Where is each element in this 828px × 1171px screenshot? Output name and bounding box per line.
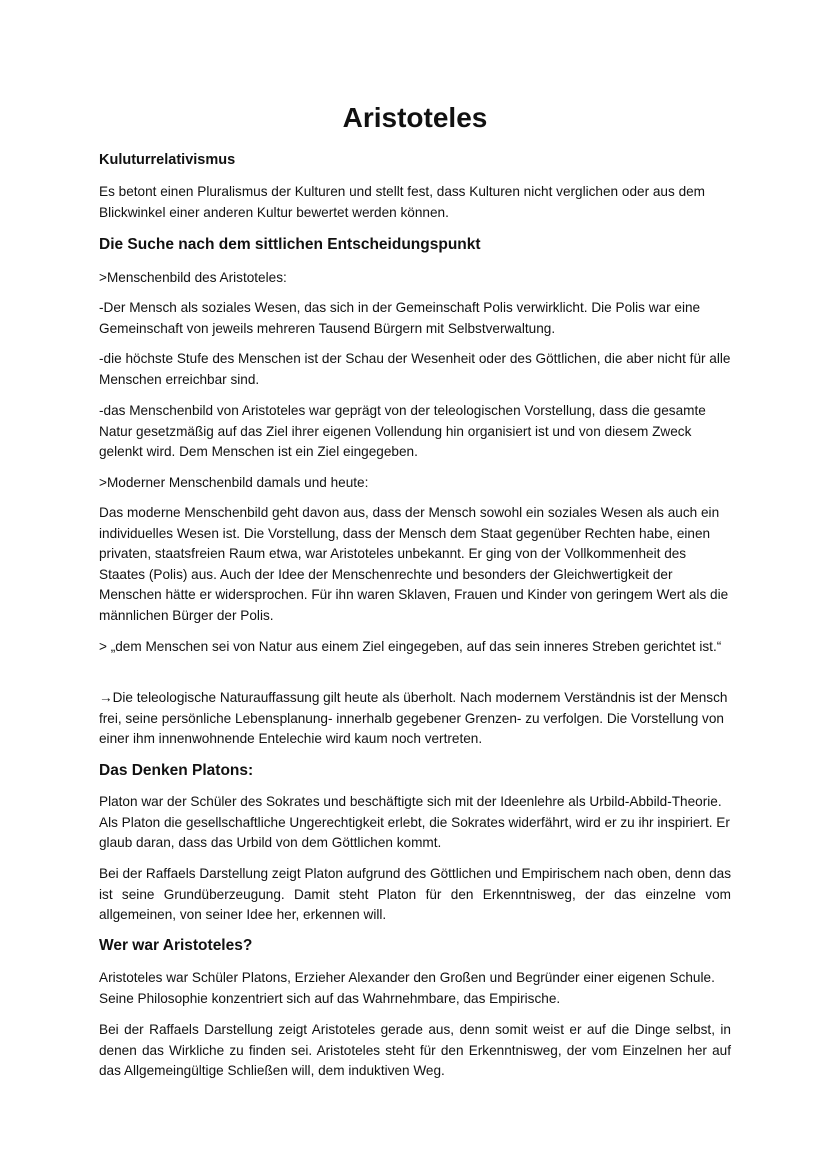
paragraph-soziales-wesen: -Der Mensch als soziales Wesen, das sich in der Gemeinschaft Polis verwirklicht. Die Polis war eine Gemeinschaft von jeweils mehreren Tausend Bürgern mit Selbstverwaltung. — [99, 300, 701, 336]
arrow-right-icon: → — [99, 690, 113, 705]
label-menschenbild-aristoteles: >Menschenbild des Aristoteles: — [99, 270, 287, 285]
paragraph-aristoteles-raffael: Bei der Raffaels Darstellung zeigt Aristoteles gerade aus, denn somit weist er auf die Dinge selbst, in denen das Wirkliche zu finden sei. Aristoteles steht für den Erkenntnisweg, der vom Einzelnen her auf das Allgemeingültige Schließen will, dem induktiven Weg. — [99, 1022, 731, 1078]
heading-aristoteles: Wer war Aristoteles? — [99, 937, 253, 954]
paragraph-hoechste-stufe: -die höchste Stufe des Menschen ist der Schau der Wesenheit oder des Göttlichen, die aber nicht für alle Menschen erreichbar sind. — [99, 351, 731, 387]
paragraph-platon-schueler: Platon war der Schüler des Sokrates und beschäftigte sich mit der Ideenlehre als Urbild-Abbild-Theorie. Als Platon die gesellschaftliche Ungerechtigkeit erlebt, die Sokrates widerfährt, wird er zu ihr inspiriert. Er glaub daran, dass das Urbild von dem Göttlichen kommt. — [99, 794, 730, 850]
heading-suche: Die Suche nach dem sittlichen Entscheidungspunkt — [99, 236, 481, 253]
heading-platon: Das Denken Platons: — [99, 762, 254, 779]
heading-kulturrelativismus: Kuluturrelativismus — [99, 152, 236, 168]
paragraph-naturauffassung — [99, 688, 731, 750]
paragraph-platon-raffael: Bei der Raffaels Darstellung zeigt Platon aufgrund des Göttlichen und Empirischem nach oben, denn das ist seine Grundüberzeugung. Damit steht Platon für den Erkenntnisweg, der das einzelne vom allgemeinen, von seiner Idee her, erkennen will. — [99, 866, 731, 922]
page-title: Aristoteles — [342, 102, 488, 133]
paragraph-teleologisch: -das Menschenbild von Aristoteles war geprägt von der teleologischen Vorstellung, dass die gesamte Natur gesetzmäßig auf das Ziel ihrer eigenen Vollendung hin organisiert ist und von diesem Zweck gelenkt wird. Dem Menschen ist ein Ziel eingegeben. — [99, 403, 706, 459]
paragraph-modernes-menschenbild: Das moderne Menschenbild geht davon aus, dass der Mensch sowohl ein soziales Wesen als auch ein individuelles Wesen ist. Die Vorstellung, dass der Mensch dem Staat gegenüber Rechten habe, einen privaten, staatsfreien Raum etwa, war Aristoteles unbekannt. Er ging von der Vollkommenheit des Staates (Polis) aus. Auch der Idee der Menschenrechte und besonders der Gleichwertigkeit der Menschen hätte er widersprochen. Für ihn waren Sklaven, Frauen und Kinder von geringem Wert als die männlichen Bürger der Polis. — [99, 505, 729, 623]
paragraph-aristoteles-schueler: Aristoteles war Schüler Platons, Erzieher Alexander den Großen und Begründer einer eigenen Schule. Seine Philosophie konzentriert sich auf das Wahrnehmbare, das Empirische. — [99, 970, 715, 1006]
label-moderner-menschenbild: >Moderner Menschenbild damals und heute: — [99, 475, 369, 490]
quote-ziel: > „dem Menschen sei von Natur aus einem Ziel eingegeben, auf das sein inneres Streben gerichtet ist.“ — [99, 639, 722, 654]
paragraph-kulturrelativismus: Es betont einen Pluralismus der Kulturen und stellt fest, dass Kulturen nicht verglichen oder aus dem Blickwinkel einer anderen Kultur bewertet werden können. — [99, 184, 706, 220]
paragraph-naturauffassung-text: Die teleologische Naturauffassung gilt heute als überholt. Nach modernem Verständnis ist der Mensch frei, seine persönliche Lebensplanung- innerhalb gegebener Grenzen- zu verfolgen. Die Vorstellung von einer ihm innenwohnende Entelechie wird kaum noch vertreten. — [99, 690, 728, 746]
